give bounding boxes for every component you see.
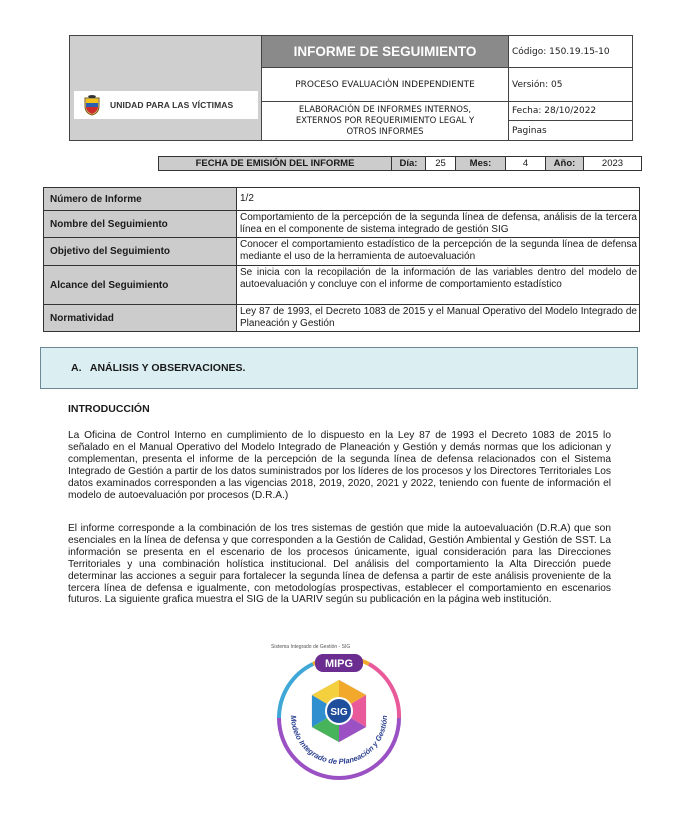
figure-caption: Sistema Integrado de Gestión - SIG — [271, 644, 351, 650]
elaboration-line: ELABORACIÓN DE INFORMES INTERNOS, — [298, 104, 472, 115]
emission-label: FECHA DE EMISIÓN DEL INFORME — [159, 157, 392, 170]
table-row — [44, 188, 639, 211]
row-value: 1/2 — [240, 193, 254, 205]
table-row — [44, 211, 639, 238]
table-row — [44, 266, 639, 305]
row-value: Comportamiento de la percepción de la segunda línea de defensa, análisis de la tercera línea en el componente de sistema integrado de gestión SIG — [240, 212, 637, 235]
info-table — [43, 187, 640, 332]
logo-text: UNIDAD PARA LAS VÍCTIMAS — [110, 100, 234, 110]
logo-strip — [74, 91, 258, 119]
elaboration-type — [262, 102, 509, 140]
document-version: Versión: 05 — [509, 68, 632, 102]
row-value: Conocer el comportamiento estadístico de la percepción de la segunda línea de defensa mediante el uso de la herramienta de autoevaluación — [240, 239, 637, 262]
row-label: Número de Informe — [44, 188, 237, 210]
introduction-paragraph: La Oficina de Control Interno en cumplimiento de lo dispuesto en la Ley 87 de 1993 el Decreto 1083 de 2015 lo señalado en el Manual Operativo del Modelo Integrado de Planeación y Gestión y demás normas que los adicionan y complementan, presenta el informe de la percepción de la segunda línea de defensa relacionados con el Sistema Integrado de Gestión a partir de los datos suministrados por los líderes de los procesos y los Directores Territoriales Los datos examinados corresponden a las vigencias 2018, 2019, 2020, 2021 y 2022, teniendo con fuente de información el modelo de autoevaluación por procesos (D.R.A.) — [68, 430, 611, 501]
document-code: Código: 150.19.15-10 — [509, 36, 632, 68]
year-value: 2023 — [601, 158, 624, 169]
day-label: Día: — [392, 157, 426, 170]
document-pages: Paginas — [512, 125, 547, 136]
row-label: Normatividad — [44, 305, 237, 331]
logo-panel — [70, 36, 262, 140]
month-label: Mes: — [456, 157, 506, 170]
introduction-paragraph: El informe corresponde a la combinación de los tres sistemas de gestión que mide la autoevaluación (D.R.A) que son esenciales en la línea de defensa y que corresponden a la Gestión de Calidad, Gestión Ambiental y Gestión de SST. La información se presenta en el escenario de los procesos únicamente, igual consideración para las Direcciones Territoriales y una combinación holística institucional. Del análisis del comportamiento la Alta Dirección puede determinar las acciones a seguir para fortalecer la segunda línea de defensa a partir de este análisis proveniente de la tercera línea de defensa e igualmente, con metodologías prospectivas, establecer el comportamiento en escenarios futuros. La siguiente grafica muestra el SIG de la UARIV según su publicación en la página web institución. — [68, 523, 611, 606]
process-name: PROCESO EVALUACIÒN INDEPENDIENTE — [262, 68, 509, 102]
table-row — [44, 238, 639, 266]
report-title: INFORME DE SEGUIMIENTO — [262, 36, 509, 68]
row-value: Se inicia con la recopilación de la información de las variables dentro del modelo de autoevaluación y concluye con el informe de comportamiento estadístico — [240, 267, 637, 290]
coat-of-arms-icon — [82, 94, 102, 116]
sig-label: SIG — [330, 707, 348, 718]
emission-date-row — [158, 156, 642, 171]
month-value: 4 — [506, 157, 546, 170]
table-row — [44, 305, 639, 331]
year-label: Año: — [546, 157, 584, 170]
day-value: 25 — [426, 157, 456, 170]
elaboration-line: OTROS INFORMES — [346, 126, 424, 137]
row-label: Objetivo del Seguimiento — [44, 238, 237, 265]
row-label: Alcance del Seguimiento — [44, 266, 237, 304]
document-header — [69, 35, 633, 141]
section-heading: A. ANÁLISIS Y OBSERVACIONES. — [40, 347, 638, 389]
ring-text: Modelo Integrado de Planeación y Gestión — [288, 715, 390, 767]
row-label: Nombre del Seguimiento — [44, 211, 237, 237]
introduction-heading: INTRODUCCIÓN — [68, 403, 150, 415]
row-value: Ley 87 de 1993, el Decreto 1083 de 2015 y el Manual Operativo del Modelo Integrado de Planeación y Gestión — [240, 306, 637, 329]
elaboration-line: EXTERNOS POR REQUERIMIENTO LEGAL Y — [295, 115, 475, 126]
document-date: Fecha: 28/10/2022 — [509, 102, 632, 121]
mipg-label: MIPG — [324, 658, 354, 670]
sig-mipg-diagram — [273, 650, 405, 782]
